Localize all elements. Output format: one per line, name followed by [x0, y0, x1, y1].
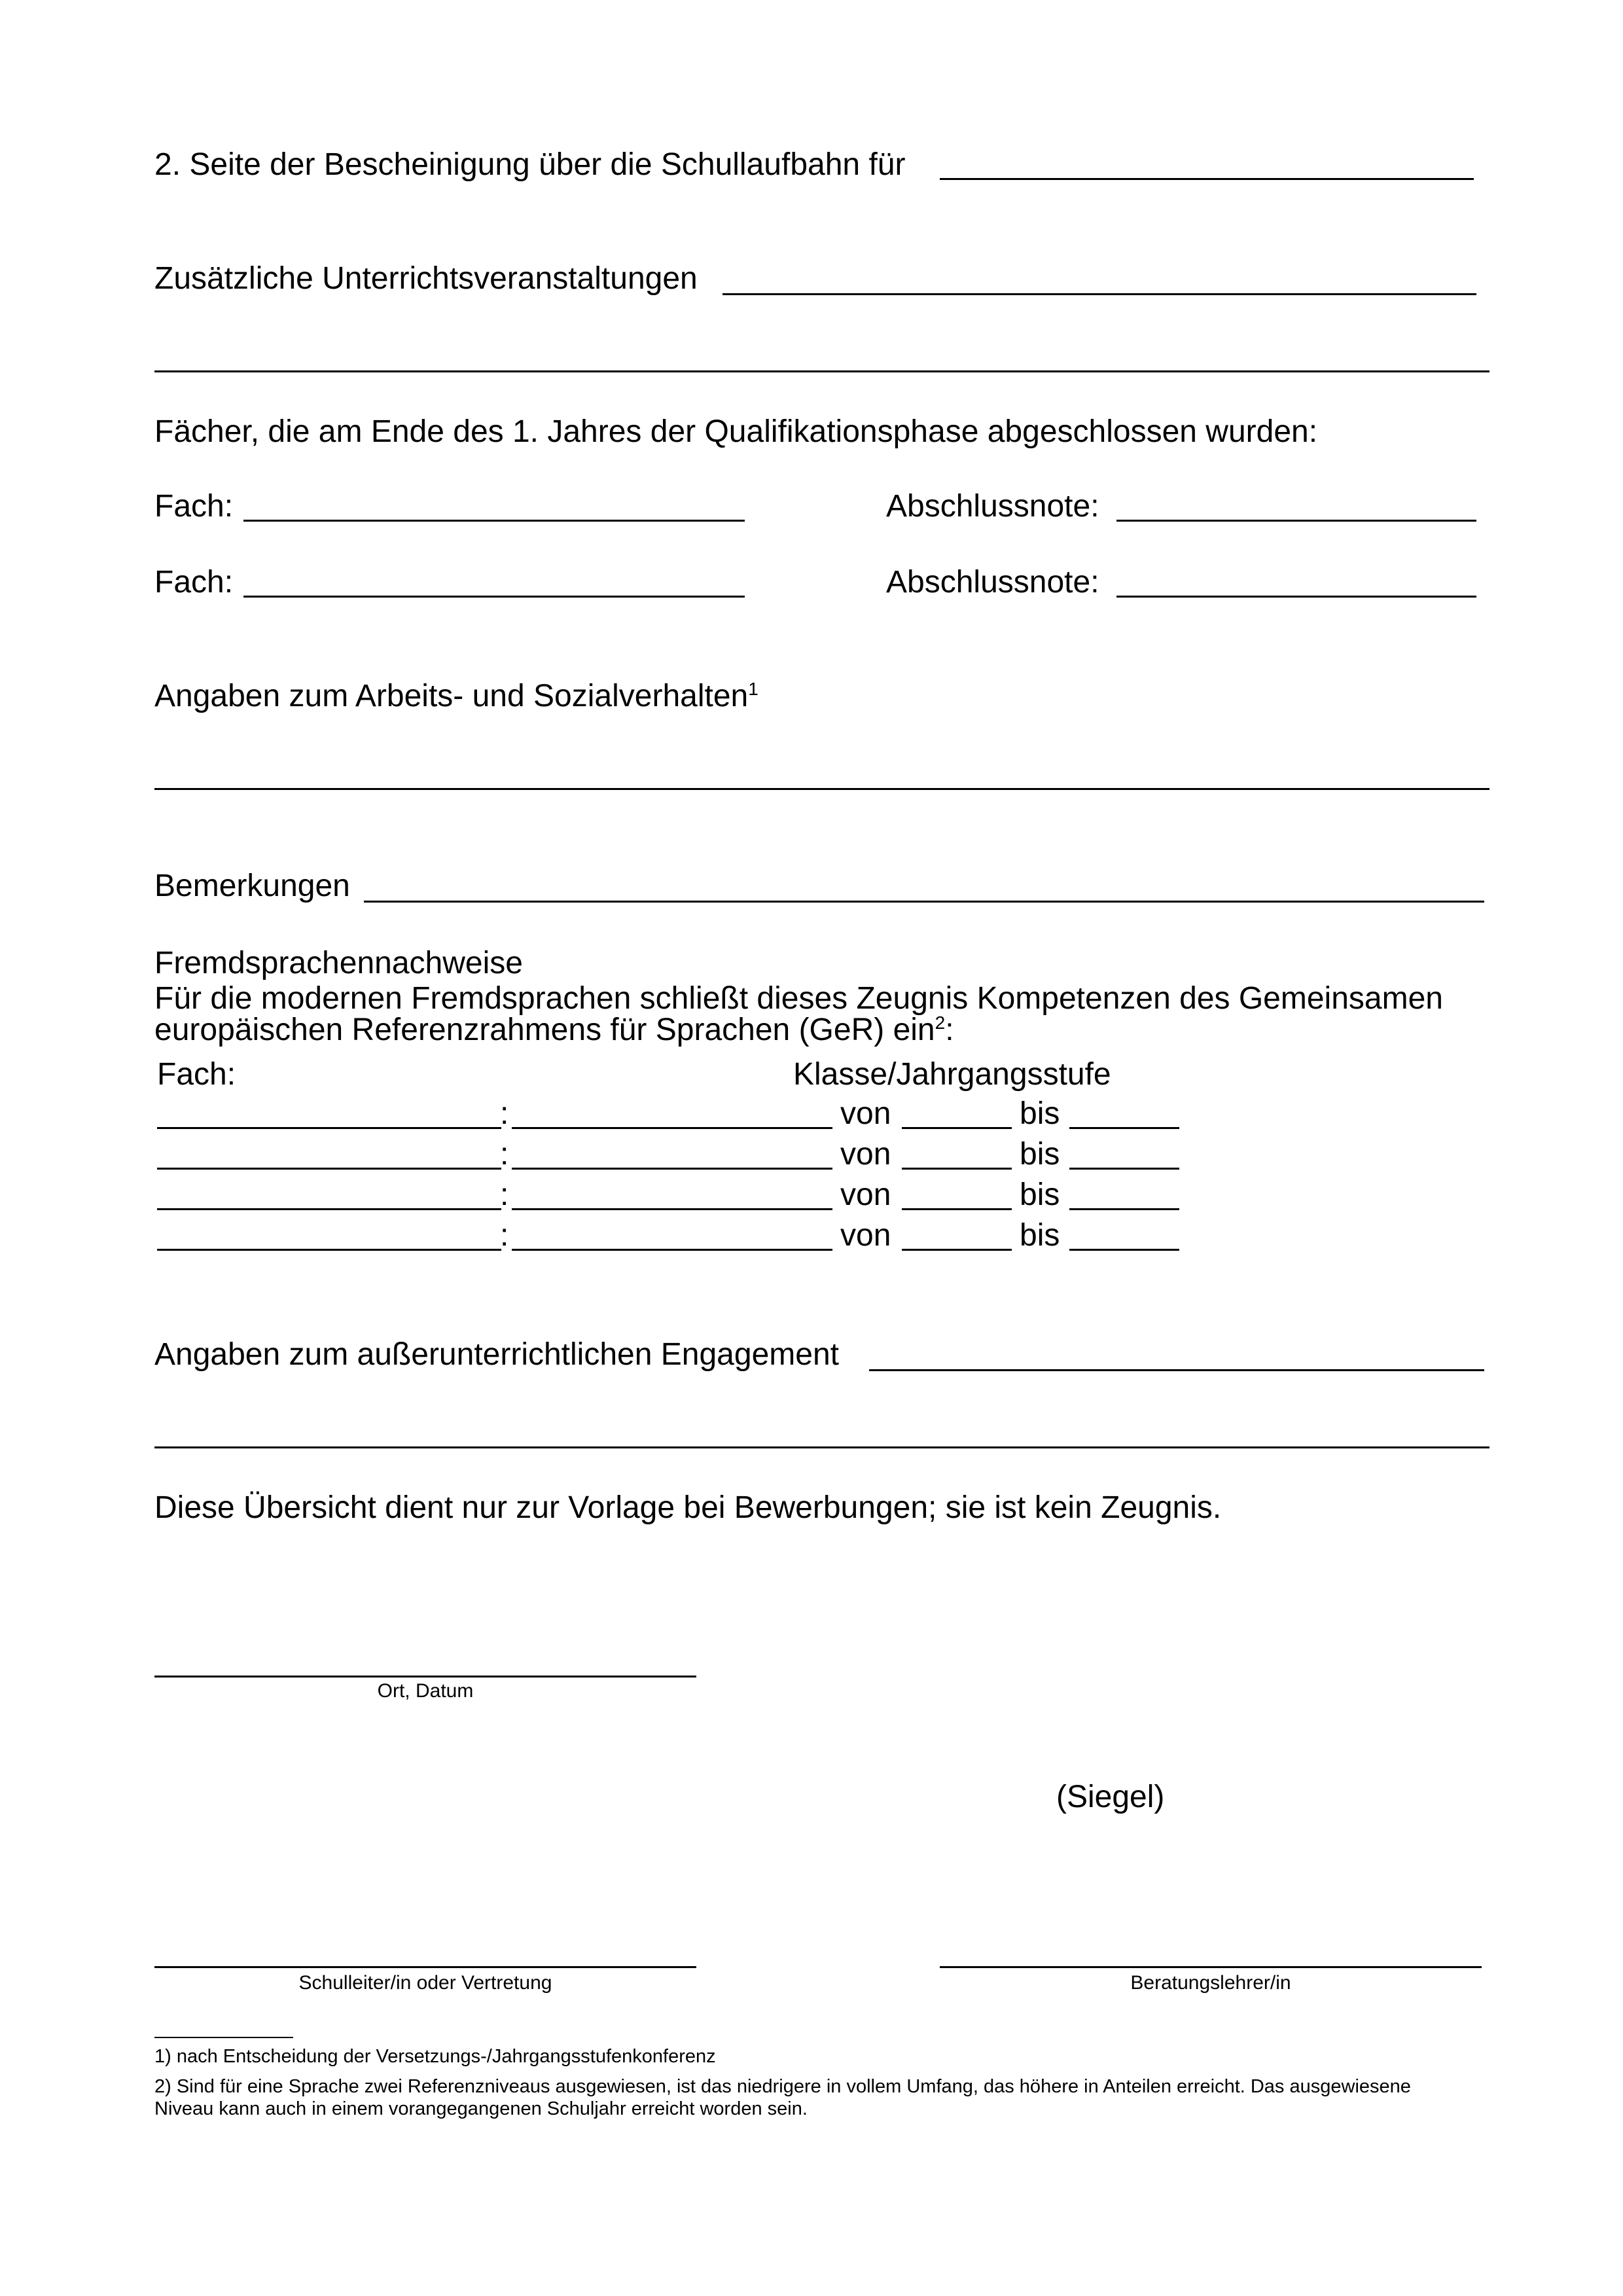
grade-line-1[interactable]	[1116, 520, 1476, 522]
language-subject-line[interactable]	[157, 1127, 501, 1129]
principal-signature-line[interactable]	[154, 1966, 696, 1968]
extra-courses-label: Zusätzliche Unterrichtsveranstaltungen	[154, 261, 698, 296]
row-separator: :	[500, 1137, 509, 1172]
language-level-line[interactable]	[512, 1127, 832, 1129]
from-label: von	[840, 1096, 891, 1131]
from-line[interactable]	[902, 1168, 1012, 1170]
student-name-line[interactable]	[940, 178, 1474, 180]
to-label: bis	[1020, 1096, 1060, 1131]
language-subject-line[interactable]	[157, 1208, 501, 1210]
remarks-label: Bemerkungen	[154, 869, 350, 903]
to-line[interactable]	[1069, 1168, 1179, 1170]
subject-line-1[interactable]	[243, 520, 745, 522]
grade-line-2[interactable]	[1116, 596, 1476, 598]
grade-label-2: Abschlussnote:	[886, 565, 1099, 600]
completed-subjects-heading: Fächer, die am Ende des 1. Jahres der Qualifikationsphase abgeschlossen wurden:	[154, 414, 1318, 449]
to-label: bis	[1020, 1137, 1060, 1172]
to-label: bis	[1020, 1177, 1060, 1212]
to-label: bis	[1020, 1218, 1060, 1253]
language-subject-line[interactable]	[157, 1168, 501, 1170]
notice-text: Diese Übersicht dient nur zur Vorlage bei Bewerbungen; sie ist kein Zeugnis.	[154, 1490, 1222, 1525]
languages-col-subject: Fach:	[157, 1057, 236, 1092]
row-separator: :	[500, 1218, 509, 1253]
footnote-2-line-2: Niveau kann auch in einem vorangegangenen Schuljahr erreicht worden sein.	[154, 2098, 808, 2119]
place-date-caption: Ort, Datum	[377, 1680, 474, 1702]
language-subject-line[interactable]	[157, 1249, 501, 1251]
behavior-line[interactable]	[154, 788, 1489, 790]
language-level-line[interactable]	[512, 1249, 832, 1251]
from-line[interactable]	[902, 1127, 1012, 1129]
row-separator: :	[500, 1177, 509, 1212]
to-line[interactable]	[1069, 1208, 1179, 1210]
from-label: von	[840, 1218, 891, 1253]
languages-heading: Fremdsprachennachweise	[154, 946, 523, 980]
language-level-line[interactable]	[512, 1208, 832, 1210]
from-label: von	[840, 1177, 891, 1212]
place-date-line[interactable]	[154, 1676, 696, 1677]
engagement-label: Angaben zum außerunterrichtlichen Engagement	[154, 1337, 839, 1372]
footnote-divider	[154, 2037, 293, 2038]
document-title: 2. Seite der Bescheinigung über die Schullaufbahn für	[154, 147, 906, 182]
extra-courses-line[interactable]	[722, 293, 1476, 295]
extra-courses-line-2[interactable]	[154, 370, 1489, 372]
seal-label: (Siegel)	[1056, 1780, 1165, 1814]
row-separator: :	[500, 1096, 509, 1131]
grade-label-1: Abschlussnote:	[886, 489, 1099, 524]
to-line[interactable]	[1069, 1249, 1179, 1251]
engagement-line[interactable]	[869, 1369, 1484, 1371]
subject-label-1: Fach:	[154, 489, 234, 524]
languages-col-level: Klasse/Jahrgangsstufe	[793, 1057, 1111, 1092]
footnote-1: 1) nach Entscheidung der Versetzungs-/Jahrgangsstufenkonferenz	[154, 2046, 716, 2067]
to-line[interactable]	[1069, 1127, 1179, 1129]
subject-line-2[interactable]	[243, 596, 745, 598]
footnote-2-line-1: 2) Sind für eine Sprache zwei Referenzniveaus ausgewiesen, ist das niedrigere in vollem Umfang, das höhere in Anteilen erreicht. Das ausgewiesene	[154, 2076, 1411, 2097]
from-label: von	[840, 1137, 891, 1172]
from-line[interactable]	[902, 1249, 1012, 1251]
subject-label-2: Fach:	[154, 565, 234, 600]
counselor-caption: Beratungslehrer/in	[1130, 1972, 1291, 1994]
engagement-line-2[interactable]	[154, 1446, 1489, 1448]
from-line[interactable]	[902, 1208, 1012, 1210]
languages-intro-line-1: Für die modernen Fremdsprachen schließt dieses Zeugnis Kompetenzen des Gemeinsamen	[154, 981, 1443, 1016]
language-level-line[interactable]	[512, 1168, 832, 1170]
behavior-label: Angaben zum Arbeits- und Sozialverhalten$^1$	[154, 679, 758, 713]
languages-intro-line-2: europäischen Referenzrahmens für Sprachen (GeR) ein$^2$:	[154, 1013, 954, 1047]
footnote-ref-2: 2	[935, 1013, 946, 1033]
principal-caption: Schulleiter/in oder Vertretung	[298, 1972, 552, 1994]
footnote-ref-1: 1	[748, 679, 758, 699]
counselor-signature-line[interactable]	[940, 1966, 1482, 1968]
remarks-line[interactable]	[364, 901, 1484, 903]
